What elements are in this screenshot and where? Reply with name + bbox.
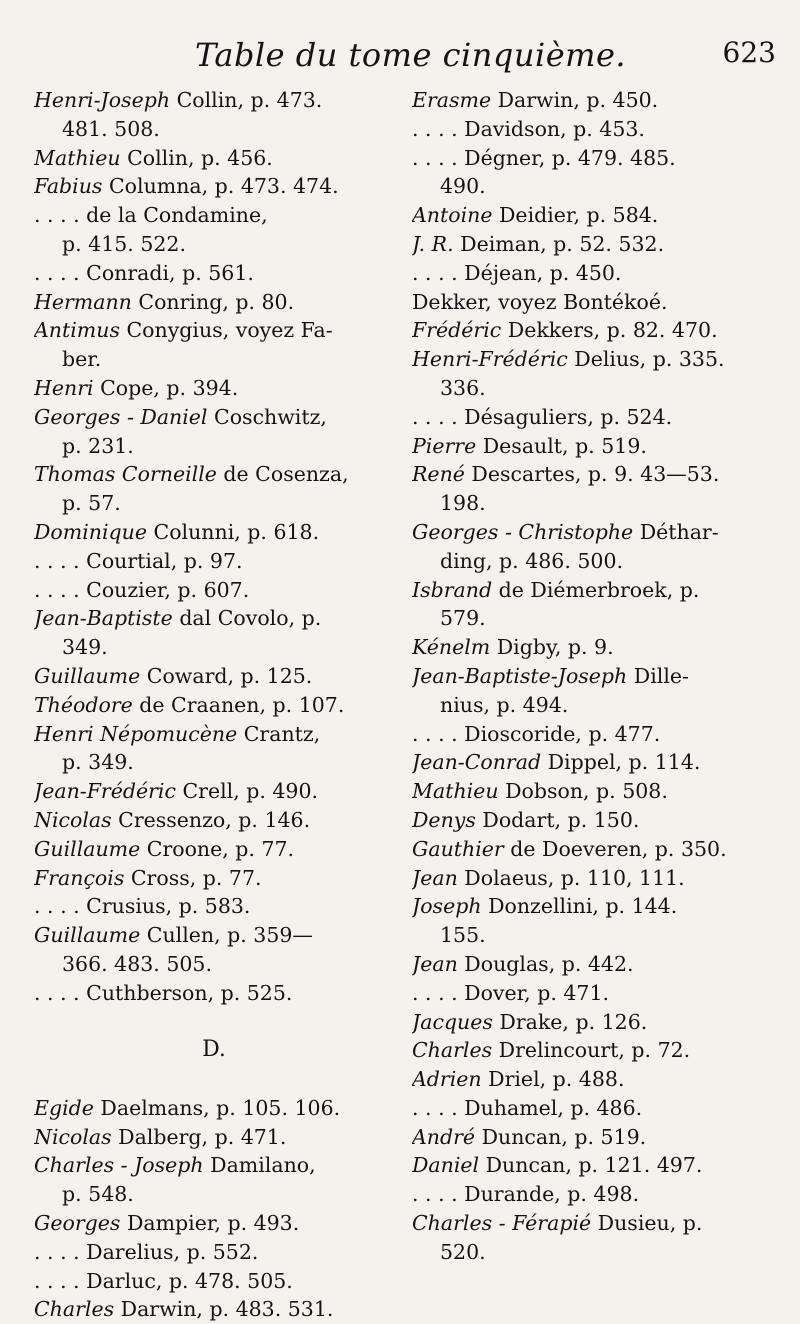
given-name: J. R.: [412, 231, 454, 256]
index-entry: [412, 576, 792, 605]
index-entry: [34, 1209, 394, 1238]
given-name: Isbrand: [412, 577, 493, 602]
index-entry: [34, 403, 394, 432]
index-entry: [34, 518, 394, 547]
index-entry: [412, 345, 792, 374]
entry-text: Dampier, p. 493.: [120, 1211, 300, 1236]
entry-text: p. 349.: [62, 750, 134, 775]
index-entry: [34, 576, 394, 605]
index-entry: [412, 864, 792, 893]
index-entry-continuation: [34, 950, 394, 979]
left-column: [34, 86, 394, 1324]
entry-text: . . . . Dover, p. 471.: [412, 980, 610, 1005]
entry-text: . . . . Dégner, p. 479. 485.: [412, 145, 676, 170]
given-name: Georges - Christophe: [412, 519, 634, 544]
entry-text: Drelincourt, p. 72.: [492, 1038, 691, 1063]
entry-text: . . . . Couzier, p. 607.: [34, 577, 250, 602]
entry-text: Desault, p. 519.: [476, 433, 647, 458]
entry-text: 198.: [440, 491, 486, 516]
entry-text: Duncan, p. 121. 497.: [479, 1153, 703, 1178]
entry-text: 490.: [440, 174, 486, 199]
entry-text: Daelmans, p. 105. 106.: [93, 1095, 341, 1120]
index-entry: [34, 1151, 394, 1180]
entry-text: Coschwitz,: [207, 404, 327, 429]
entry-text: . . . . Davidson, p. 453.: [412, 116, 645, 141]
entry-text: de Cosenza,: [216, 462, 349, 487]
given-name: Pierre: [412, 433, 477, 458]
index-entry: [34, 835, 394, 864]
given-name: Guillaume: [34, 836, 141, 861]
index-entry: [34, 547, 394, 576]
entry-text: . . . . Darluc, p. 478. 505.: [34, 1268, 293, 1293]
index-entry: [34, 806, 394, 835]
given-name: Henri Népomucène: [34, 721, 238, 746]
entry-text: dal Covolo, p.: [172, 606, 322, 631]
page-number: 623: [722, 36, 776, 69]
index-entry: [412, 432, 792, 461]
index-entry: [34, 662, 394, 691]
entry-text: Dekker, voyez Bontékoé.: [412, 289, 668, 314]
given-name: Dominique: [34, 519, 147, 544]
index-entry: [412, 777, 792, 806]
index-entry: [412, 1094, 792, 1123]
entry-text: de Doeveren, p. 350.: [503, 836, 727, 861]
entry-text: Dusieu, p.: [591, 1211, 703, 1236]
given-name: Charles: [34, 1297, 115, 1322]
given-name: Jean-Conrad: [412, 750, 542, 775]
given-name: Thomas Corneille: [34, 462, 217, 487]
index-entry: [412, 316, 792, 345]
entry-text: . . . . Désaguliers, p. 524.: [412, 404, 673, 429]
entry-text: . . . . Déjean, p. 450.: [412, 260, 622, 285]
index-entry-continuation: [412, 489, 792, 518]
given-name: Denys: [412, 807, 476, 832]
entry-text: . . . . Duhamel, p. 486.: [412, 1095, 643, 1120]
entry-text: Delius, p. 335.: [567, 347, 725, 372]
given-name: Jean-Baptiste-Joseph: [412, 663, 628, 688]
given-name: Antimus: [34, 318, 120, 343]
entry-text: Cressenzo, p. 146.: [111, 807, 311, 832]
entry-text: Darwin, p. 483. 531.: [114, 1297, 334, 1322]
entry-text: Donzellini, p. 144.: [481, 894, 678, 919]
given-name: Georges - Daniel: [34, 404, 208, 429]
given-name: Mathieu: [412, 779, 499, 804]
entry-text: p. 57.: [62, 491, 121, 516]
given-name: Nicolas: [34, 1124, 112, 1149]
given-name: Jean: [412, 865, 458, 890]
index-entry-continuation: [34, 1180, 394, 1209]
entry-text: p. 231.: [62, 433, 134, 458]
entry-text: de Craanen, p. 107.: [132, 692, 345, 717]
index-entry-continuation: [412, 1238, 792, 1267]
given-name: Jean-Baptiste: [34, 606, 173, 631]
entry-text: Dippel, p. 114.: [541, 750, 701, 775]
index-entry: [34, 86, 394, 115]
entry-text: Dodart, p. 150.: [475, 807, 640, 832]
index-entry: [34, 288, 394, 317]
entry-text: Dille-: [627, 663, 689, 688]
entry-text: Deiman, p. 52. 532.: [453, 231, 665, 256]
index-entry: [412, 950, 792, 979]
entry-text: de Diémerbroek, p.: [492, 577, 700, 602]
given-name: Gauthier: [412, 836, 504, 861]
given-name: Frédéric: [412, 318, 502, 343]
given-name: Charles - Férapié: [412, 1211, 592, 1236]
entry-text: 366. 483. 505.: [62, 951, 212, 976]
index-entry-continuation: [412, 604, 792, 633]
entry-text: Collin, p. 456.: [120, 145, 273, 170]
given-name: Hermann: [34, 289, 132, 314]
given-name: Henri-Joseph: [34, 88, 171, 112]
given-name: Erasme: [412, 88, 492, 112]
entry-text: 349.: [62, 635, 108, 660]
index-entry: [412, 633, 792, 662]
entry-text: ber.: [62, 347, 102, 372]
index-entry: [34, 892, 394, 921]
entry-text: Cross, p. 77.: [124, 865, 262, 890]
index-entry: [412, 86, 792, 115]
index-entry: [412, 1209, 792, 1238]
given-name: André: [412, 1124, 476, 1149]
given-name: Guillaume: [34, 923, 141, 948]
given-name: Joseph: [412, 894, 482, 919]
index-entry: [34, 979, 394, 1008]
entry-text: . . . . Dioscoride, p. 477.: [412, 721, 661, 746]
index-entry-continuation: [412, 547, 792, 576]
index-entry: [412, 1180, 792, 1209]
entry-text: Dekkers, p. 82. 470.: [501, 318, 718, 343]
index-entry: [412, 460, 792, 489]
index-entry: [34, 374, 394, 403]
entry-text: Cullen, p. 359—: [140, 923, 313, 948]
given-name: Egide: [34, 1095, 94, 1120]
given-name: Charles - Joseph: [34, 1153, 204, 1178]
index-entry: [34, 1123, 394, 1152]
entry-text: . . . . Cuthberson, p. 525.: [34, 980, 293, 1005]
entry-text: Crantz,: [237, 721, 321, 746]
entry-text: 155.: [440, 923, 486, 948]
given-name: Jean-Frédéric: [34, 779, 176, 804]
index-entry: [412, 288, 792, 317]
index-entry: [34, 172, 394, 201]
given-name: François: [34, 865, 125, 890]
index-entry: [34, 921, 394, 950]
index-entry: [412, 1123, 792, 1152]
entry-text: 520.: [440, 1239, 486, 1264]
given-name: Nicolas: [34, 807, 112, 832]
entry-text: Descartes, p. 9. 43—53.: [464, 462, 720, 487]
index-entry: [412, 748, 792, 777]
entry-text: . . . . Darelius, p. 552.: [34, 1239, 259, 1264]
index-entry-continuation: [34, 489, 394, 518]
right-column: [412, 86, 792, 1267]
entry-text: p. 415. 522.: [62, 231, 186, 256]
entry-text: Dobson, p. 508.: [498, 779, 668, 804]
index-entry: [34, 1238, 394, 1267]
index-entry: [412, 201, 792, 230]
index-entry: [34, 1094, 394, 1123]
entry-text: Collin, p. 473.: [170, 88, 323, 112]
entry-text: Croone, p. 77.: [140, 836, 295, 861]
entry-text: ding, p. 486. 500.: [440, 548, 623, 573]
entry-text: Crell, p. 490.: [175, 779, 319, 804]
entry-text: Douglas, p. 442.: [457, 951, 634, 976]
index-entry: [34, 604, 394, 633]
index-entry: [412, 1036, 792, 1065]
index-entry: [34, 1295, 394, 1324]
entry-text: Columna, p. 473. 474.: [102, 174, 339, 199]
index-entry: [34, 316, 394, 345]
index-entry: [34, 864, 394, 893]
index-entry: [34, 691, 394, 720]
entry-text: . . . . Conradi, p. 561.: [34, 260, 254, 285]
entry-text: 336.: [440, 375, 486, 400]
index-entry: [412, 1151, 792, 1180]
index-entry: [412, 403, 792, 432]
index-entry-continuation: [34, 748, 394, 777]
entry-text: Coward, p. 125.: [140, 663, 313, 688]
entry-text: Colunni, p. 618.: [147, 519, 320, 544]
given-name: Adrien: [412, 1067, 482, 1092]
index-entry: [34, 144, 394, 173]
entry-text: Darwin, p. 450.: [491, 88, 659, 112]
running-title: Table du tome cinquième.: [195, 36, 627, 74]
given-name: Georges: [34, 1211, 121, 1236]
entry-text: p. 548.: [62, 1182, 134, 1207]
index-entry-continuation: [34, 633, 394, 662]
given-name: Mathieu: [34, 145, 121, 170]
entry-text: Driel, p. 488.: [481, 1067, 625, 1092]
index-entry: [412, 230, 792, 259]
given-name: Jacques: [412, 1009, 493, 1034]
index-entry-continuation: [34, 432, 394, 461]
index-entry: [412, 835, 792, 864]
entry-text: Conring, p. 80.: [131, 289, 295, 314]
index-entry: [412, 144, 792, 173]
index-entry: [412, 892, 792, 921]
entry-text: . . . . Durande, p. 498.: [412, 1182, 640, 1207]
index-entry-continuation: [34, 115, 394, 144]
entry-text: 579.: [440, 606, 486, 631]
index-entry: [412, 1008, 792, 1037]
index-entry-continuation: [412, 172, 792, 201]
index-entry: [412, 720, 792, 749]
entry-text: 481. 508.: [62, 116, 160, 141]
index-entry: [412, 115, 792, 144]
entry-text: . . . . Crusius, p. 583.: [34, 894, 251, 919]
given-name: Antoine: [412, 203, 493, 228]
entry-text: Damilano,: [203, 1153, 316, 1178]
index-entry: [412, 518, 792, 547]
blank-line: [34, 1065, 394, 1094]
given-name: Théodore: [34, 692, 133, 717]
index-entry-continuation: [34, 230, 394, 259]
index-entry-continuation: [412, 691, 792, 720]
section-heading: D.: [202, 1037, 226, 1063]
entry-text: Conygius, voyez Fa-: [119, 318, 333, 343]
index-entry: [412, 259, 792, 288]
page-header: [0, 28, 800, 78]
index-entry: [412, 806, 792, 835]
entry-text: nius, p. 494.: [440, 692, 569, 717]
index-entry: [34, 720, 394, 749]
index-entry: [34, 460, 394, 489]
entry-text: . . . . de la Condamine,: [34, 203, 268, 228]
index-entry: [412, 662, 792, 691]
given-name: Jean: [412, 951, 458, 976]
entry-text: Deidier, p. 584.: [492, 203, 659, 228]
index-entry: [412, 1065, 792, 1094]
given-name: Daniel: [412, 1153, 480, 1178]
index-entry: [34, 1267, 394, 1296]
given-name: Henri-Frédéric: [412, 347, 568, 372]
index-entry: [34, 259, 394, 288]
index-entry-continuation: [34, 345, 394, 374]
given-name: Guillaume: [34, 663, 141, 688]
index-entry-continuation: [412, 921, 792, 950]
entry-text: Digby, p. 9.: [490, 635, 614, 660]
given-name: Kénelm: [412, 635, 491, 660]
given-name: Henri: [34, 375, 94, 400]
entry-text: Drake, p. 126.: [492, 1009, 648, 1034]
index-entry: [34, 777, 394, 806]
entry-text: Cope, p. 394.: [93, 375, 239, 400]
given-name: René: [412, 462, 465, 487]
index-entry: [412, 979, 792, 1008]
index-entry-continuation: [412, 374, 792, 403]
entry-text: Dolaeus, p. 110, 111.: [457, 865, 685, 890]
entry-text: Déthar-: [633, 519, 719, 544]
blank-line: [34, 1008, 394, 1037]
entry-text: . . . . Courtial, p. 97.: [34, 548, 243, 573]
entry-text: Duncan, p. 519.: [475, 1124, 647, 1149]
entry-text: Dalberg, p. 471.: [111, 1124, 287, 1149]
given-name: Fabius: [34, 174, 103, 199]
given-name: Charles: [412, 1038, 493, 1063]
index-entry: [34, 201, 394, 230]
